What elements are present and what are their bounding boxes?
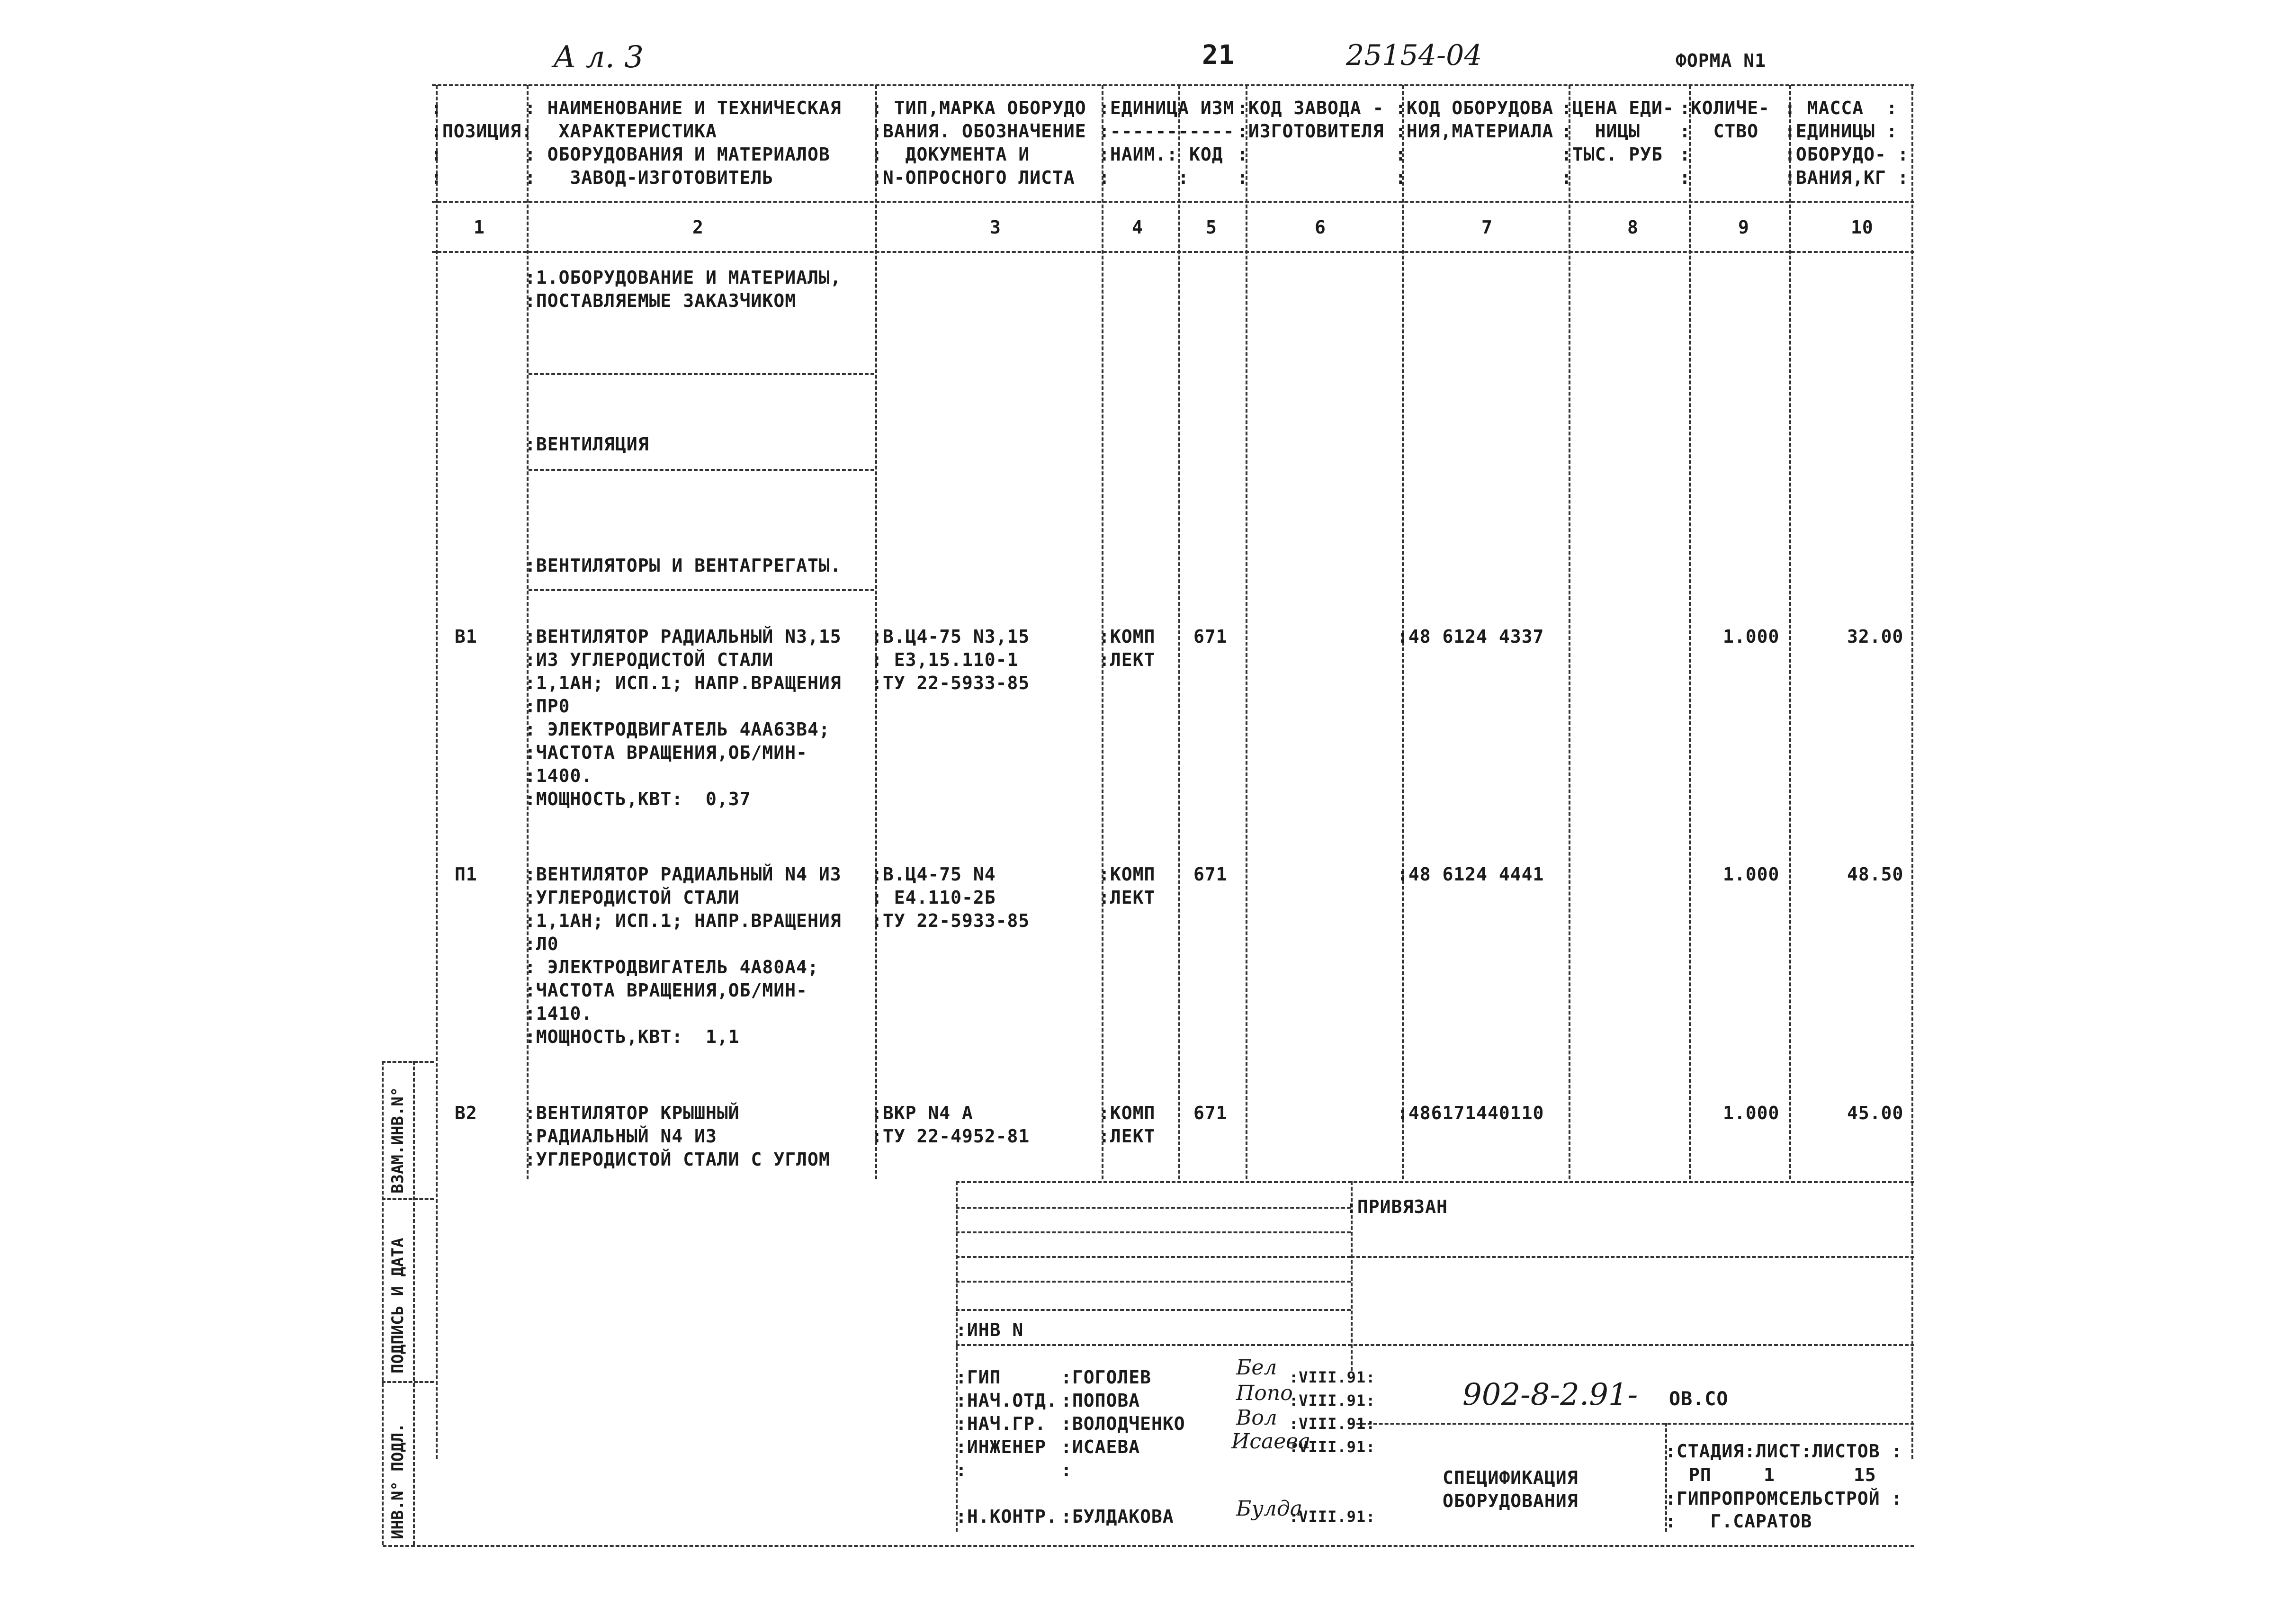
item-type-line: :В.Ц4-75 N4 (871, 864, 996, 885)
header-col2-l3: : ОБОРУДОВАНИЯ И МАТЕРИАЛОВ (525, 144, 830, 165)
signature: Бел (1236, 1356, 1277, 1380)
sign-date: :VIII.91: (1289, 1415, 1376, 1433)
item-equip-code: :48 6124 4337 (1397, 626, 1544, 647)
item-type-line: : Е3,15.110-1 (871, 649, 1019, 670)
header-col2-l1: : НАИМЕНОВАНИЕ И ТЕХНИЧЕСКАЯ (525, 98, 842, 118)
header-col4-l1: :ЕДИНИЦА ИЗМ (1099, 98, 1235, 118)
item-name-line: :1,1АН; ИСП.1; НАПР.ВРАЩЕНИЯ (525, 910, 842, 931)
header-col3-l1: : ТИП,МАРКА ОБОРУДО (871, 98, 1086, 118)
item-name-line: :Л0 (525, 934, 559, 954)
header-col8-l3: :ТЫС. РУБ (1561, 144, 1663, 165)
item-mass: 48.50 (1847, 864, 1904, 885)
stamp-name: :ГОГОЛЕВ (1061, 1367, 1152, 1388)
section-title-line1: :1.ОБОРУДОВАНИЕ И МАТЕРИАЛЫ, (525, 267, 842, 288)
sign-date: :VIII.91: (1289, 1392, 1376, 1409)
stamp-role: :НАЧ.ГР. (956, 1413, 1047, 1434)
colnum-2: 2 (692, 217, 704, 238)
stamp-rule-inv (956, 1344, 1914, 1346)
stamp-role: :НАЧ.ОТД. (956, 1390, 1058, 1411)
margin-rule (382, 1198, 434, 1200)
header-col4-l2: :----------- (1099, 121, 1235, 142)
header-col10-l3: :ОБОРУДО- : (1785, 144, 1909, 165)
item-type-line: :ВКР N4 А (871, 1103, 973, 1123)
item-unit-line: :КОМП (1099, 1103, 1156, 1123)
header-col1-l2: :ПОЗИЦИЯ: (431, 121, 533, 142)
colnum-10: 10 (1851, 217, 1874, 238)
sign-date: :VIII.91: (1289, 1438, 1376, 1456)
sep-left (436, 85, 438, 1459)
doc-code-handwritten: 902-8-2.91- (1462, 1377, 1638, 1412)
item-name-line: :МОЩНОСТЬ,КВТ: 0,37 (525, 789, 751, 809)
header-col10-l1: : МАССА : (1785, 98, 1898, 118)
header-col2-l4: : ЗАВОД-ИЗГОТОВИТЕЛЬ (525, 167, 774, 188)
sheet-value: 1 (1764, 1464, 1775, 1485)
sep-col6 (1246, 85, 1247, 1179)
item-unit-line: :КОМП (1099, 864, 1156, 885)
header-col3-l3: : ДОКУМЕНТА И (871, 144, 1030, 165)
header-col8-l4: : (1561, 167, 1572, 188)
sep-col8 (1569, 85, 1570, 1179)
margin-swap-inv: ВЗАМ.ИНВ.N° (388, 1086, 407, 1194)
item-type-line: :ТУ 22-4952-81 (871, 1126, 1030, 1147)
item-name-line: :ВЕНТИЛЯТОР РАДИАЛЬНЫЙ N4 ИЗ (525, 864, 842, 885)
colnum-8: 8 (1627, 217, 1639, 238)
stage-header: :СТАДИЯ:ЛИСТ:ЛИСТОВ : (1665, 1441, 1903, 1462)
sheet-note: А л. 3 (553, 40, 644, 75)
header-col7-l2: :НИЯ,МАТЕРИАЛА (1395, 121, 1554, 142)
stamp-role: :Н.КОНТР. (956, 1506, 1058, 1527)
stamp-grid-rule (956, 1309, 1351, 1311)
rule-fans (529, 589, 874, 591)
colnum-1: 1 (474, 217, 485, 238)
stamp-bound-label: :ПРИВЯЗАН (1346, 1196, 1448, 1217)
header-col7-l3: : (1395, 144, 1407, 165)
item-type-line: : Е4.110-2Б (871, 887, 996, 908)
rule-top (432, 84, 1914, 86)
item-name-line: :ЧАСТОТА ВРАЩЕНИЯ,ОБ/МИН- (525, 742, 807, 763)
item-type-line: :В.Ц4-75 N3,15 (871, 626, 1030, 647)
stamp-name: :ПОПОВА (1061, 1390, 1140, 1411)
item-name-line: :МОЩНОСТЬ,КВТ: 1,1 (525, 1026, 740, 1047)
header-col8-l2: : НИЦЫ (1561, 121, 1641, 142)
header-col6-l2: :ИЗГОТОВИТЕЛЯ (1237, 121, 1384, 142)
item-name-line: : ЭЛЕКТРОДВИГАТЕЛЬ 4АА63В4; (525, 719, 830, 740)
stamp-rule-title (1351, 1423, 1914, 1425)
item-name-line: :РАДИАЛЬНЫЙ N4 ИЗ (525, 1126, 717, 1147)
item-name-line: :ИЗ УГЛЕРОДИСТОЙ СТАЛИ (525, 649, 774, 670)
item-position: В1 (455, 626, 477, 647)
sheets-value: 15 (1854, 1464, 1876, 1485)
item-name-line: :ВЕНТИЛЯТОР КРЫШНЫЙ (525, 1103, 740, 1123)
sep-col10 (1789, 85, 1791, 1179)
section-fans: :ВЕНТИЛЯТОРЫ И ВЕНТАГРЕГАТЫ. (525, 555, 842, 576)
colnum-9: 9 (1738, 217, 1749, 238)
margin-rule (382, 1381, 434, 1383)
item-type-line: :ТУ 22-5933-85 (871, 910, 1030, 931)
item-name-line: :ЧАСТОТА ВРАЩЕНИЯ,ОБ/МИН- (525, 980, 807, 1001)
item-equip-code: :486171440110 (1397, 1103, 1544, 1123)
header-col7-l1: :КОД ОБОРУДОВА (1395, 98, 1554, 118)
item-unit-line: :ЛЕКТ (1099, 649, 1156, 670)
form-label: ФОРМА N1 (1676, 50, 1767, 71)
rule-header-bottom (432, 201, 1914, 203)
sep-col5 (1178, 85, 1180, 1179)
header-col7-l4: : (1395, 167, 1407, 188)
header-col2-l2: ХАРАКТЕРИСТИКА (525, 121, 717, 142)
margin-edge (382, 1061, 384, 1545)
header-col3-l2: :ВАНИЯ. ОБОЗНАЧЕНИЕ (871, 121, 1086, 142)
section-title-line2: :ПОСТАВЛЯЕМЫЕ ЗАКАЗЧИКОМ (525, 290, 797, 311)
header-col10-l2: :ЕДИНИЦЫ : (1785, 121, 1898, 142)
stamp-inv-label: :ИНВ N (956, 1320, 1024, 1340)
city: : Г.САРАТОВ (1665, 1511, 1812, 1532)
page-number: 21 (1202, 40, 1235, 71)
item-name-line: :1,1АН; ИСП.1; НАПР.ВРАЩЕНИЯ (525, 673, 842, 693)
stamp-name: :ВОЛОДЧЕНКО (1061, 1413, 1185, 1434)
signature: Булда (1236, 1497, 1302, 1521)
rule-ventilation (529, 469, 874, 471)
item-name-line: :1410. (525, 1003, 593, 1024)
item-position: В2 (455, 1103, 477, 1123)
stamp-name: : (1061, 1460, 1072, 1481)
sep-col9 (1689, 85, 1691, 1179)
rule-section1 (529, 373, 874, 375)
sep-right (1911, 85, 1913, 1459)
stamp-grid-rule (956, 1256, 1351, 1258)
colnum-6: 6 (1315, 217, 1326, 238)
header-col1-l1: : (431, 98, 442, 118)
stamp-role: : (956, 1460, 967, 1481)
margin-rule (382, 1061, 434, 1063)
item-unit-line: :КОМП (1099, 626, 1156, 647)
stamp-role: :ИНЖЕНЕР (956, 1436, 1047, 1457)
stage-value: РП (1689, 1464, 1712, 1485)
item-mass: 45.00 (1847, 1103, 1904, 1123)
item-quantity: 1.000 (1723, 864, 1780, 885)
item-quantity: 1.000 (1723, 626, 1780, 647)
item-mass: 32.00 (1847, 626, 1904, 647)
rule-bottom (383, 1545, 1914, 1547)
item-name-line: :1400. (525, 765, 593, 786)
colnum-5: 5 (1206, 217, 1217, 238)
stamp-role: :ГИП (956, 1367, 1001, 1388)
item-name-line: : ЭЛЕКТРОДВИГАТЕЛЬ 4А80А4; (525, 957, 819, 978)
signature: Исаева (1231, 1429, 1311, 1454)
colnum-4: 4 (1132, 217, 1143, 238)
header-col6-l4: : (1237, 167, 1248, 188)
item-name-line: :ВЕНТИЛЯТОР РАДИАЛЬНЫЙ N3,15 (525, 626, 842, 647)
item-unit-code: 671 (1193, 1103, 1228, 1123)
header-col9-l4: : (1679, 167, 1691, 188)
signature: Попо (1236, 1381, 1293, 1405)
header-col6-l1: :КОД ЗАВОДА - (1237, 98, 1384, 118)
item-unit-line: :ЛЕКТ (1099, 887, 1156, 908)
item-equip-code: :48 6124 4441 (1397, 864, 1544, 885)
signature: Вол (1236, 1406, 1277, 1430)
doc-title-line2: ОБОРУДОВАНИЯ (1443, 1490, 1578, 1511)
item-name-line: :ПР0 (525, 696, 570, 717)
stamp-name: :БУЛДАКОВА (1061, 1506, 1174, 1527)
section-ventilation: :ВЕНТИЛЯЦИЯ (525, 434, 649, 455)
doc-title-line1: СПЕЦИФИКАЦИЯ (1443, 1467, 1578, 1488)
header-col4-l3: :НАИМ.: КОД (1099, 144, 1223, 165)
header-col1-l3: : (431, 144, 442, 165)
item-quantity: 1.000 (1723, 1103, 1780, 1123)
header-col4-l4: : : (1099, 167, 1190, 188)
header-col10-l4: :ВАНИЯ,КГ : (1785, 167, 1909, 188)
colnum-3: 3 (990, 217, 1001, 238)
item-unit-code: 671 (1193, 626, 1228, 647)
doc-code-suffix: ОВ.СО (1669, 1388, 1729, 1410)
colnum-7: 7 (1481, 217, 1493, 238)
header-col9-l2: : СТВО (1679, 121, 1759, 142)
header-col8-l1: :ЦЕНА ЕДИ- (1561, 98, 1674, 118)
header-col6-l3: : (1237, 144, 1248, 165)
item-unit-code: 671 (1193, 864, 1228, 885)
margin-sign-date: ПОДПИСЬ И ДАТА (388, 1238, 407, 1374)
item-type-line: :ТУ 22-5933-85 (871, 673, 1030, 693)
stamp-grid-rule (956, 1207, 1351, 1209)
header-col3-l4: :N-ОПРОСНОГО ЛИСТА (871, 167, 1075, 188)
item-name-line: :УГЛЕРОДИСТОЙ СТАЛИ С УГЛОМ (525, 1149, 830, 1170)
item-position: П1 (455, 864, 477, 885)
item-unit-line: :ЛЕКТ (1099, 1126, 1156, 1147)
sign-date: :VIII.91: (1289, 1368, 1376, 1386)
header-col1-l4: : (431, 167, 442, 188)
stamp-grid-rule (956, 1231, 1351, 1233)
margin-sep (413, 1061, 415, 1545)
project-code: 25154-04 (1346, 39, 1482, 72)
stamp-grid-rule (956, 1281, 1351, 1283)
organization: :ГИПРОПРОМСЕЛЬСТРОЙ : (1665, 1488, 1903, 1509)
item-name-line: :УГЛЕРОДИСТОЙ СТАЛИ (525, 887, 740, 908)
sign-date: :VIII.91: (1289, 1508, 1376, 1526)
header-col9-l3: : (1679, 144, 1691, 165)
stamp-rule-right (1351, 1256, 1914, 1258)
stamp-name: :ИСАЕВА (1061, 1436, 1140, 1457)
margin-orig-inv: ИНВ.N° ПОДЛ. (388, 1423, 407, 1539)
header-col9-l1: :КОЛИЧЕ- (1679, 98, 1770, 118)
stamp-top-rule (956, 1181, 1914, 1183)
rule-colnum-bottom (432, 251, 1914, 253)
